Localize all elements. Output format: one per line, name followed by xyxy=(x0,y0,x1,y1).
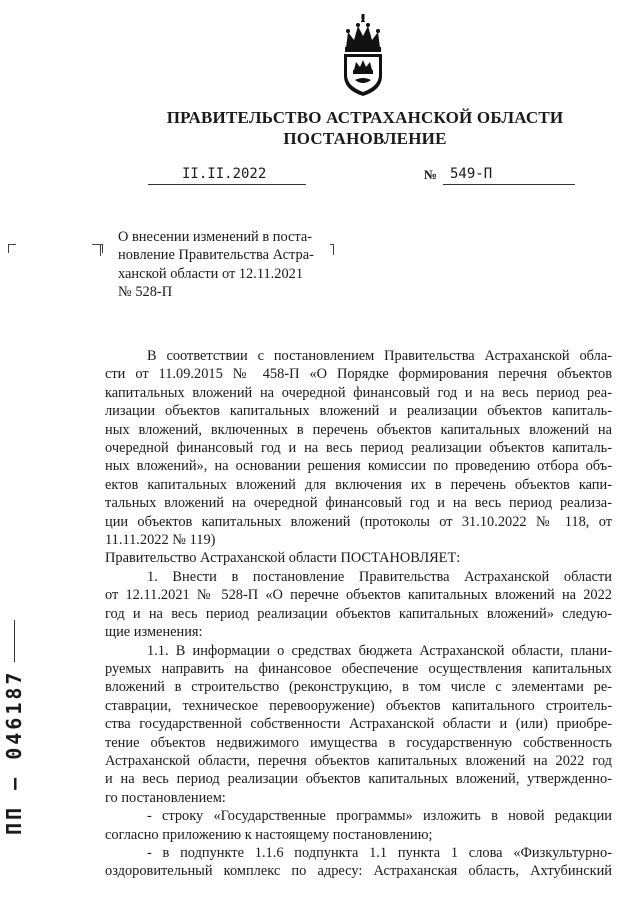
subject-corner-mark-left-inner xyxy=(100,244,105,256)
body-line: вложений в строительство (реконструкцию, в том числе с элементами ре- xyxy=(105,679,612,696)
document-subject xyxy=(118,228,338,301)
margin-corner-mark xyxy=(8,244,16,253)
body-line: В соответствии с постановлением Правительства Астраханской обла- xyxy=(147,348,612,364)
body-line: го постановлением: xyxy=(105,789,226,806)
body-line: 1. Внести в постановление Правительства Астраханской области xyxy=(147,568,612,585)
body-line: согласно приложению к настоящему постановлению; xyxy=(105,826,433,843)
date-underline xyxy=(148,184,306,185)
body-line: ных вложений», на основании решения комиссии по проведению отбора объ- xyxy=(105,458,612,475)
body-line: - в подпункте 1.1.6 подпункта 1.1 пункта 1 слова «Физкультурно- xyxy=(147,844,612,861)
body-line: ектов капитальных вложений для включения их в перечень объектов капи- xyxy=(105,476,612,493)
body-line: Правительство Астраханской области ПОСТАНОВЛЯЕТ: xyxy=(105,550,461,567)
body-line: Астраханской области, перечня объектов капитальных вложений на 2022 год xyxy=(105,752,612,769)
number-sign: № xyxy=(424,167,438,182)
body-line: ства государственной собственности Астраханской области и (или) приобре- xyxy=(105,716,612,733)
document-body xyxy=(105,347,612,881)
document-date: II.II.2022 xyxy=(182,166,267,182)
body-line: руемых направить на финансовое обеспечение осуществления капитальных xyxy=(105,660,612,677)
subject-line: ханской области от 12.11.2021 xyxy=(118,265,304,282)
body-line: щие изменения: xyxy=(105,624,203,641)
body-line: и на весь период реализации объектов капитальных вложений, утвержденно- xyxy=(105,771,612,788)
body-line: тение объектов недвижимого имущества в государственную собственность xyxy=(105,734,612,751)
body-line: - строку «Государственные программы» изложить в новой редакции xyxy=(147,808,612,825)
body-line: ции объектов капитальных вложений (протоколы от 31.10.2022 № 118, от xyxy=(105,513,612,530)
body-line: от 12.11.2021 № 528-П «О перечне объектов капитальных вложений на 2022 xyxy=(105,587,612,604)
body-line: очередной финансовый год и на весь период реализации объектов капиталь- xyxy=(105,440,612,457)
margin-vertical-line xyxy=(14,620,15,662)
serial-number: ПП – 046187 xyxy=(2,669,26,835)
body-line: сти от 11.09.2015 № 458-П «О Порядке формирования перечня объектов xyxy=(105,366,612,383)
number-underline xyxy=(443,184,575,185)
document-number: 549-П xyxy=(450,166,493,182)
subject-line: № 528-П xyxy=(118,283,173,300)
body-line: капитальных вложений на очередной финансовый год и на весь период реа- xyxy=(105,384,612,401)
body-line: оздоровительный комплекс по адресу: Астраханская область, Ахтубинский xyxy=(105,863,612,880)
government-title: ПРАВИТЕЛЬСТВО АСТРАХАНСКОЙ ОБЛАСТИ xyxy=(166,108,564,127)
body-line: ставрации, техническое перевооружение) объектов капитального строитель- xyxy=(105,697,612,714)
coat-of-arms-icon xyxy=(338,14,388,98)
body-line: ных вложений, включенных в перечень объектов капитальных вложений на xyxy=(105,421,612,438)
body-line: 1.1. В информации о средствах бюджета Астраханской области, плани- xyxy=(147,642,612,659)
subject-line: О внесении изменений в поста- xyxy=(118,229,313,245)
body-line: год и на весь период реализации объектов капитальных вложений» следую- xyxy=(105,605,612,622)
body-line: тальных вложений на очередной финансовый год и на весь период реализа- xyxy=(105,495,612,512)
body-line: лизации объектов капитальных вложений и реализации объектов капиталь- xyxy=(105,403,612,420)
body-line: 11.11.2022 № 119) xyxy=(105,532,216,549)
document-type: ПОСТАНОВЛЕНИЕ xyxy=(283,129,447,148)
subject-line: новление Правительства Астра- xyxy=(118,247,314,264)
